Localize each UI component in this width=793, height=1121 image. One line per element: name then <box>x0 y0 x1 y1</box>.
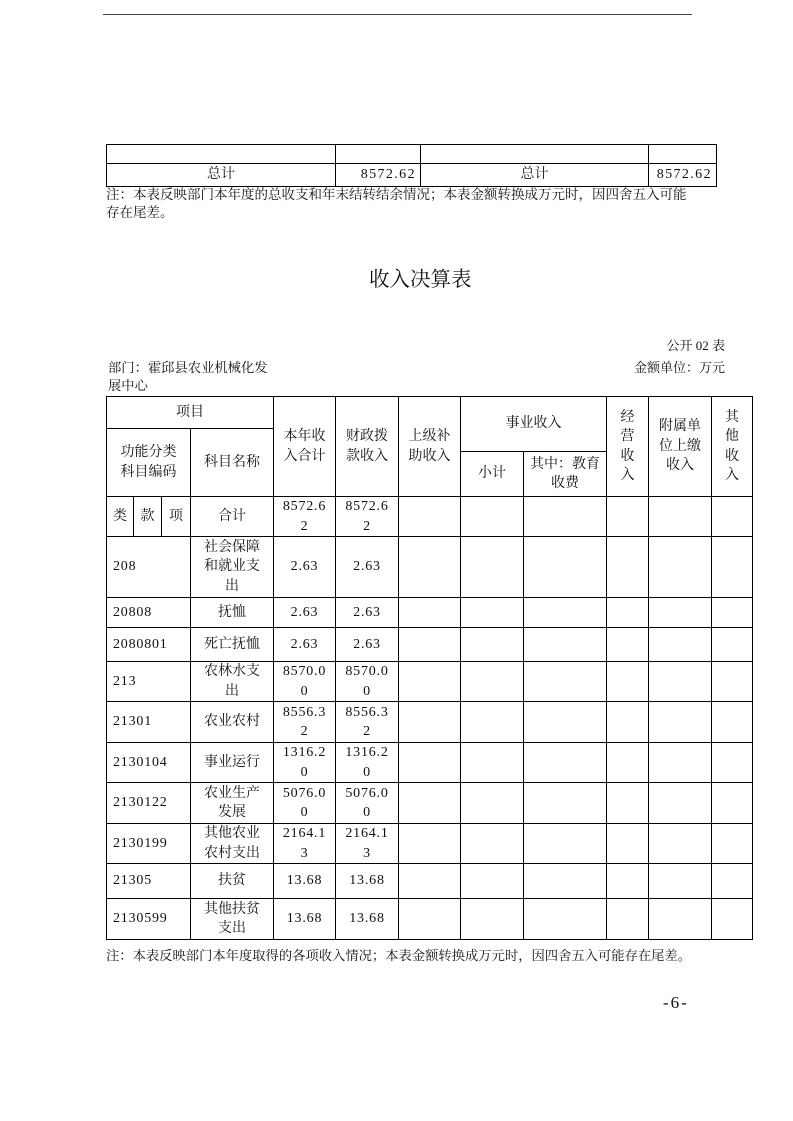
business-subtotal-cell <box>461 702 524 743</box>
table-row <box>107 899 753 940</box>
summary-note: 注：本表反映部门本年度的总收支和年末结转结余情况；本表金额转换成万元时，因四舍五入可能存在尾差。 <box>106 187 687 220</box>
fiscal-allocation-cell: 8556.32 <box>336 702 399 743</box>
subject-name-cell: 合计 <box>191 497 274 537</box>
affiliated-remittance-cell <box>649 497 712 537</box>
form-code: 公开 02 表 <box>666 338 725 353</box>
operating-income-cell <box>607 662 649 702</box>
other-income-cell <box>712 899 753 940</box>
summary-row <box>107 145 717 164</box>
other-income-cell <box>712 628 753 662</box>
empty-cell <box>421 145 649 164</box>
code-cell: 2130199 <box>107 824 191 864</box>
affiliated-remittance-cell <box>649 598 712 628</box>
subject-name-cell: 农业生产发展 <box>191 783 274 824</box>
table-row <box>107 743 753 783</box>
header-subject-name: 科目名称 <box>191 429 274 497</box>
affiliated-remittance-cell <box>649 864 712 899</box>
operating-income-cell <box>607 628 649 662</box>
total-income-cell: 5076.00 <box>274 783 336 824</box>
table-row <box>107 824 753 864</box>
fiscal-allocation-cell: 2.63 <box>336 537 399 598</box>
education-fees-cell <box>524 598 607 628</box>
table-row <box>107 662 753 702</box>
business-subtotal-cell <box>461 864 524 899</box>
fiscal-allocation-cell: 2.63 <box>336 598 399 628</box>
fiscal-allocation-cell: 1316.20 <box>336 743 399 783</box>
total-income-cell: 2164.13 <box>274 824 336 864</box>
table-row <box>107 537 753 598</box>
education-fees-cell <box>524 702 607 743</box>
total-income-cell: 8572.62 <box>274 497 336 537</box>
operating-income-cell <box>607 899 649 940</box>
department-label: 部门：霍邱县农业机械化发展中心 <box>108 360 268 393</box>
education-fees-cell <box>524 899 607 940</box>
table-row <box>107 598 753 628</box>
summary-total-label: 总计 <box>421 164 649 187</box>
income-note: 注：本表反映部门本年度取得的各项收入情况；本表金额转换成万元时，因四舍五入可能存在尾差。 <box>106 948 692 963</box>
level-item-cell: 项 <box>162 497 191 537</box>
business-subtotal-cell <box>461 598 524 628</box>
affiliated-remittance-cell <box>649 702 712 743</box>
code-cell: 2130122 <box>107 783 191 824</box>
operating-income-cell <box>607 824 649 864</box>
fiscal-allocation-cell: 8572.62 <box>336 497 399 537</box>
business-subtotal-cell <box>461 743 524 783</box>
operating-income-cell <box>607 497 649 537</box>
level-class-cell: 类 <box>107 497 134 537</box>
operating-income-cell <box>607 864 649 899</box>
income-table <box>106 396 753 940</box>
fiscal-allocation-cell: 5076.00 <box>336 783 399 824</box>
page-number: -6- <box>663 993 689 1012</box>
education-fees-cell <box>524 783 607 824</box>
education-fees-cell <box>524 824 607 864</box>
empty-cell <box>107 145 336 164</box>
code-cell: 21305 <box>107 864 191 899</box>
amount-unit: 金额单位：万元 <box>633 360 725 375</box>
superior-subsidy-cell <box>399 899 461 940</box>
header-operating-income: 经营收入 <box>607 397 649 497</box>
subject-name-cell: 抚恤 <box>191 598 274 628</box>
education-fees-cell <box>524 497 607 537</box>
fiscal-allocation-cell: 2164.13 <box>336 824 399 864</box>
header-item: 项目 <box>107 397 274 429</box>
affiliated-remittance-cell <box>649 662 712 702</box>
total-income-cell: 2.63 <box>274 628 336 662</box>
subject-name-cell: 扶贫 <box>191 864 274 899</box>
total-income-cell: 2.63 <box>274 537 336 598</box>
superior-subsidy-cell <box>399 537 461 598</box>
operating-income-cell <box>607 743 649 783</box>
other-income-cell <box>712 662 753 702</box>
superior-subsidy-cell <box>399 628 461 662</box>
header-education-fees: 其中：教育收费 <box>524 452 607 497</box>
subject-name-cell: 死亡抚恤 <box>191 628 274 662</box>
total-income-cell: 8570.00 <box>274 662 336 702</box>
business-subtotal-cell <box>461 824 524 864</box>
table-row <box>107 702 753 743</box>
code-cell: 2130599 <box>107 899 191 940</box>
business-subtotal-cell <box>461 662 524 702</box>
other-income-cell <box>712 497 753 537</box>
code-cell: 21301 <box>107 702 191 743</box>
table-row <box>107 628 753 662</box>
fiscal-allocation-cell: 13.68 <box>336 864 399 899</box>
education-fees-cell <box>524 662 607 702</box>
operating-income-cell <box>607 702 649 743</box>
summary-total-value: 8572.62 <box>649 164 717 187</box>
summary-total-value: 8572.62 <box>336 164 421 187</box>
superior-subsidy-cell <box>399 864 461 899</box>
header-business-income: 事业收入 <box>461 397 607 452</box>
other-income-cell <box>712 598 753 628</box>
summary-table <box>106 144 717 187</box>
fiscal-allocation-cell: 2.63 <box>336 628 399 662</box>
other-income-cell <box>712 824 753 864</box>
superior-subsidy-cell <box>399 824 461 864</box>
empty-cell <box>649 145 717 164</box>
subject-name-cell: 农林水支出 <box>191 662 274 702</box>
superior-subsidy-cell <box>399 743 461 783</box>
empty-cell <box>336 145 421 164</box>
header-total-income: 本年收入合计 <box>274 397 336 497</box>
header-rule <box>103 14 692 15</box>
header-row <box>107 397 753 429</box>
fiscal-allocation-cell: 8570.00 <box>336 662 399 702</box>
business-subtotal-cell <box>461 899 524 940</box>
affiliated-remittance-cell <box>649 783 712 824</box>
total-income-cell: 13.68 <box>274 864 336 899</box>
operating-income-cell <box>607 598 649 628</box>
table-row <box>107 864 753 899</box>
total-row <box>107 497 753 537</box>
business-subtotal-cell <box>461 497 524 537</box>
other-income-cell <box>712 864 753 899</box>
education-fees-cell <box>524 537 607 598</box>
header-function-code: 功能分类科目编码 <box>107 429 191 497</box>
header-other-income: 其他收入 <box>712 397 753 497</box>
other-income-cell <box>712 783 753 824</box>
code-cell: 213 <box>107 662 191 702</box>
superior-subsidy-cell <box>399 783 461 824</box>
code-cell: 208 <box>107 537 191 598</box>
operating-income-cell <box>607 537 649 598</box>
other-income-cell <box>712 702 753 743</box>
total-income-cell: 1316.20 <box>274 743 336 783</box>
education-fees-cell <box>524 628 607 662</box>
fiscal-allocation-cell: 13.68 <box>336 899 399 940</box>
summary-total-label: 总计 <box>107 164 336 187</box>
code-cell: 2130104 <box>107 743 191 783</box>
affiliated-remittance-cell <box>649 824 712 864</box>
subject-name-cell: 其他农业农村支出 <box>191 824 274 864</box>
business-subtotal-cell <box>461 628 524 662</box>
affiliated-remittance-cell <box>649 743 712 783</box>
other-income-cell <box>712 743 753 783</box>
level-section-cell: 款 <box>134 497 162 537</box>
header-affiliated-remittance: 附属单位上缴收入 <box>649 397 712 497</box>
code-cell: 2080801 <box>107 628 191 662</box>
superior-subsidy-cell <box>399 662 461 702</box>
other-income-cell <box>712 537 753 598</box>
superior-subsidy-cell <box>399 598 461 628</box>
superior-subsidy-cell <box>399 497 461 537</box>
affiliated-remittance-cell <box>649 899 712 940</box>
total-income-cell: 13.68 <box>274 899 336 940</box>
total-income-cell: 8556.32 <box>274 702 336 743</box>
affiliated-remittance-cell <box>649 537 712 598</box>
header-superior-subsidy: 上级补助收入 <box>399 397 461 497</box>
subject-name-cell: 事业运行 <box>191 743 274 783</box>
subject-name-cell: 农业农村 <box>191 702 274 743</box>
business-subtotal-cell <box>461 537 524 598</box>
header-subtotal: 小计 <box>461 452 524 497</box>
subject-name-cell: 其他扶贫支出 <box>191 899 274 940</box>
superior-subsidy-cell <box>399 702 461 743</box>
operating-income-cell <box>607 783 649 824</box>
education-fees-cell <box>524 864 607 899</box>
page-title: 收入决算表 <box>369 269 472 291</box>
subject-name-cell: 社会保障和就业支出 <box>191 537 274 598</box>
business-subtotal-cell <box>461 783 524 824</box>
total-income-cell: 2.63 <box>274 598 336 628</box>
code-cell: 20808 <box>107 598 191 628</box>
header-fiscal-allocation: 财政拨款收入 <box>336 397 399 497</box>
summary-total-row <box>107 164 717 187</box>
education-fees-cell <box>524 743 607 783</box>
table-row <box>107 783 753 824</box>
affiliated-remittance-cell <box>649 628 712 662</box>
